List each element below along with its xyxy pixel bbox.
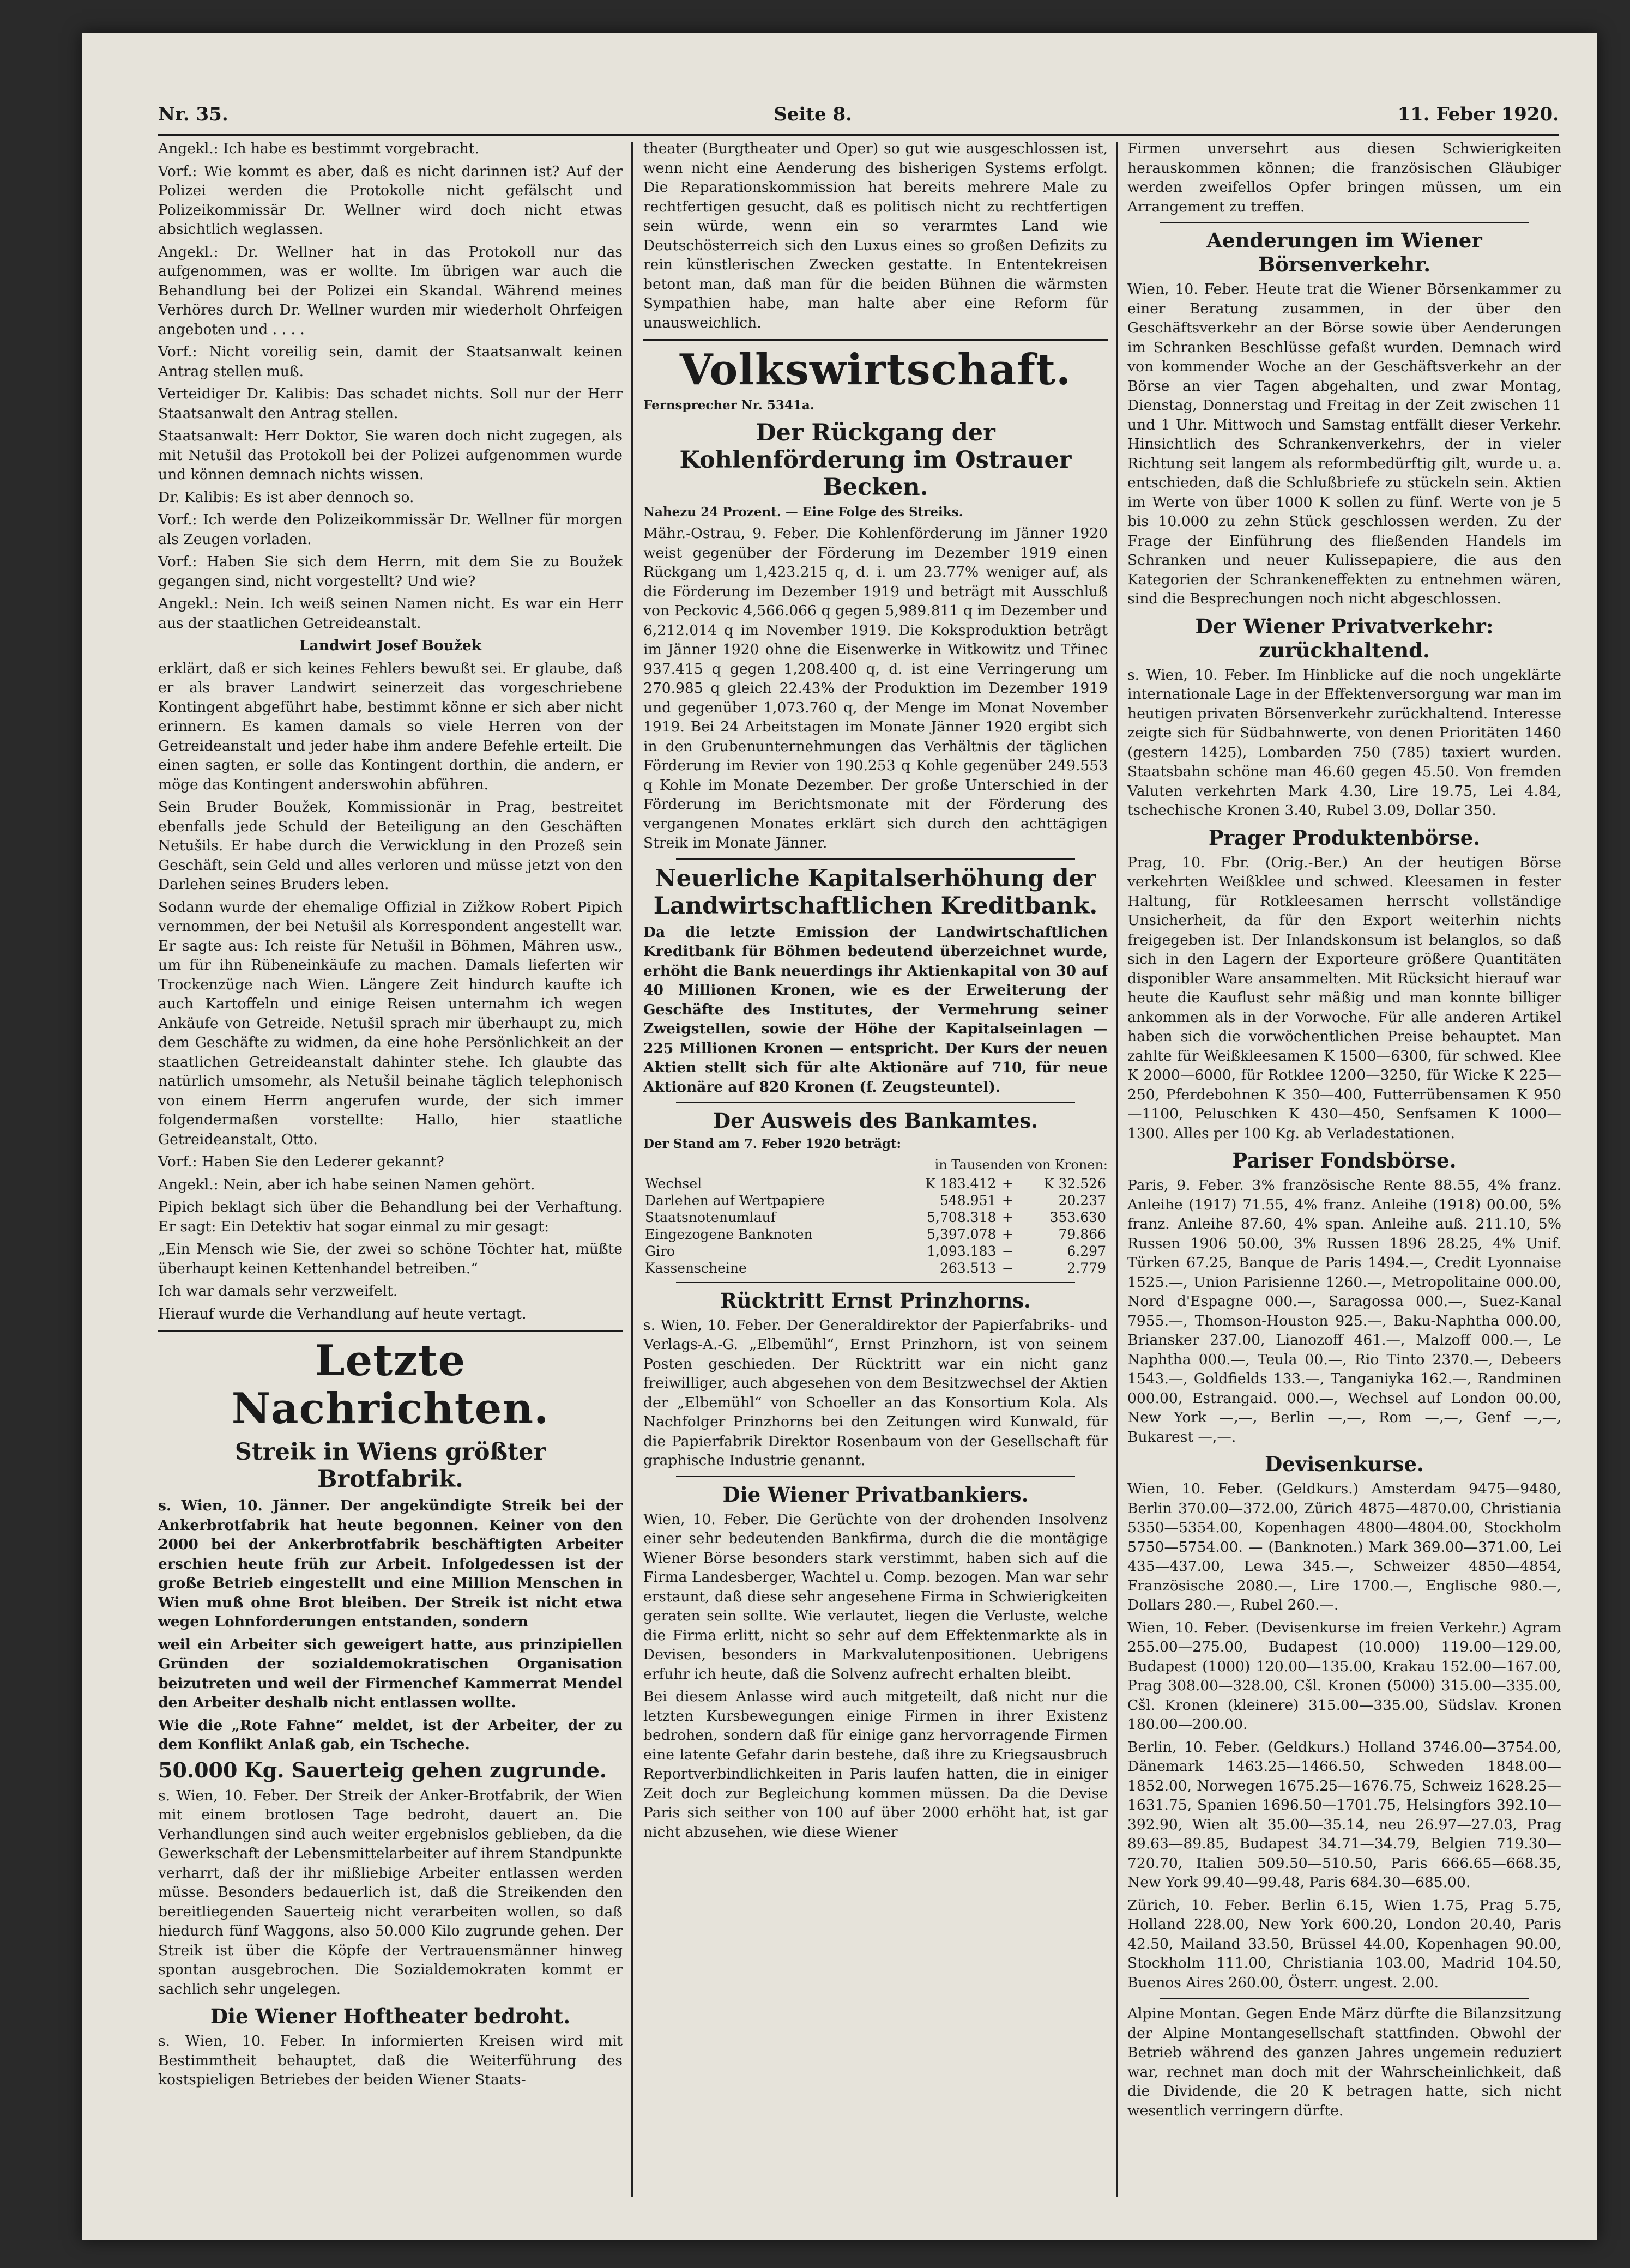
paragraph: Alpine Montan. Gegen Ende März dürfte die Bilanzsitzung der Alpine Montangesellschaft stattfinden. Obwohl der Betrieb während des ganzen Jahres ungemein reduziert war, rechnet man doch mit der Wahrscheinlichkeit, daß die Dividende, die 20 K betragen hatte, sich nicht wesentlich verringern dürfte. [1127,2005,1561,2119]
paragraph: Da die letzte Emission der Landwirtschaftlichen Kreditbank für Böhmen bedeutend überzeichnet wurde, erhöht die Bank neuerdings ihr Aktienkapital von 30 auf 40 Millionen Kronen, wie es der Erweiterung der Geschäfte des Institutes, der Vermehrung seiner Zweigstellen, sowie der Höhe der Kapitalseinlagen — 225 Millionen Kronen — entspricht. Der Kurs der neuen Aktien stellt sich für alte Aktionäre auf 710, für neue Aktionäre auf 820 Kronen (f. Zeugsteuntel). [643,923,1108,1096]
table-cell-label: Wechsel [645,1175,702,1192]
table-unit: in Tausenden von Kronen: [934,1157,1108,1172]
table-row [643,1175,1108,1192]
column-rule [631,142,633,2197]
page-header [158,95,1559,136]
article-title-privatbankiers: Die Wiener Privatbankiers. [722,1482,1029,1507]
paragraph: erklärt, daß er sich keines Fehlers bewußt sei. Er glaube, daß er als braver Landwirt seinerzeit das vorgeschriebene Kontingent abgeführt habe, bestimmt könne er sich aber nicht erinnern. Es kamen damals so viele Herren von der Getreideanstalt und jeder habe ihm andere Befehle erteilt. Die einen sagten, er solle das Kontingent dorthin, die andern, er möge das Kontingent anderswohin abführen. [158,660,623,793]
table-row [643,1243,1108,1260]
hoftheater-continued [643,139,1108,332]
privatbankiers-continued [1127,139,1561,216]
table-cell-value: K 183.412 [925,1175,997,1192]
divider [1160,222,1529,223]
table-cell-sign: − [1001,1260,1013,1276]
table-cell-sign: − [1001,1243,1013,1259]
table-cell-label: Darlehen auf Wertpapiere [645,1192,825,1208]
table-cell-label: Giro [645,1243,675,1259]
column-1 [158,139,623,2205]
paragraph: s. Wien, 10. Jänner. Der angekündigte Streik bei der Ankerbrotfabrik hat heute begonnen. Keiner von den 2000 bei der Ankerbrotfabrik beschäftigten Arbeiter erschien heute früh zur Arbeit. Infolgedessen ist der große Betrieb eingestellt und eine Million Menschen in Wien muß ohne Brot bleiben. Der Streik ist nicht etwa wegen Lohnforderungen entstanden, sondern [158,1497,623,1630]
divider [643,339,1108,341]
table-cell-value: 1,093.183 [927,1243,997,1259]
article-body-alpine-montan [1127,2004,1561,2120]
divider [676,858,1075,860]
article-body-privatverkehr [1127,666,1561,820]
column-2 [643,139,1108,2205]
paragraph: s. Wien, 10. Feber. In informierten Kreisen wird mit Bestimmtheit behauptet, daß die Weiterführung des kostspieligen Betriebes der beiden Wiener Staats- [158,2033,623,2088]
paragraph: weil ein Arbeiter sich geweigert hatte, aus prinzipiellen Gründen der sozialdemokratischen Organisation beizutreten und weil der Firmenchef Kammerrat Mendel den Arbeiter deshalb nicht entlassen wollte. [158,1636,623,1711]
table-cell-value: 263.513 [940,1260,997,1276]
section-heading-latest-news: Letzte Nachrichten. [231,1336,550,1434]
table-cell-sign: + [1001,1226,1013,1242]
article-title-privatverkehr: Der Wiener Privatverkehr: zurückhaltend. [1195,614,1494,662]
table-cell-change: 20.237 [1058,1192,1106,1208]
article-body-boersenverkehr [1127,280,1561,609]
page-number: Seite 8. [774,104,852,125]
table-cell-value: 548.951 [940,1192,997,1208]
paragraph: Dr. Kalibis: Es ist aber dennoch so. [158,488,414,506]
table-cell-sign: + [1001,1192,1013,1208]
table-cell-change: 6.297 [1067,1243,1106,1259]
article-title-sourdough: 50.000 Kg. Sauerteig gehen zugrunde. [158,1757,607,1782]
article-body-coal [643,524,1108,853]
article-body-creditbank [643,923,1108,1097]
trial-report-continued [158,659,623,1324]
paragraph: Wien, 10. Feber. (Devisenkurse im freien Verkehr.) Agram 255.00—275.00, Budapest (10.000) 119.00—129.00, Budapest (1000) 120.00—135.00, Krakau 152.00—167.00, Prag 308.00—328.00, Cšl. Kronen (5000) 315.00—335.00, Cšl. Kronen (kleinere) 315.00—335.00, Südslav. Kronen 180.00—200.00. [1127,1619,1561,1733]
paragraph: s. Wien, 10. Feber. Der Streik der Anker-Brotfabrik, der Wien mit einem brotlosen Tage bedroht, dauert an. Die Verhandlungen sind auch weiter ergebnislos geblieben, da die Gewerkschaft der Lebensmittelarbeiter auf ihrem Standpunkte verharrt, daß der ihr mißliebige Arbeiter entlassen werden müsse. Besonders bedauerlich ist, daß die Streikenden den bereitliegenden Sauerteig nicht verarbeiten wollen, so daß hiedurch fünf Waggons, also 50.000 Kilo zugrunde gehen. Der Streik ist über die Köpfe der Vertrauensmänner hinweg spontan ausgebrochen. Die Sozialdemokraten kommt er sachlich sehr ungelegen. [158,1787,623,1998]
article-title-bank-statement: Der Ausweis des Bankamtes. [713,1109,1038,1133]
issue-date: 11. Feber 1920. [1397,104,1559,125]
article-body-pariser-fondsboerse [1127,1176,1561,1447]
table-cell-change: K 32.526 [1043,1175,1106,1192]
table-cell-value: 5,397.078 [927,1226,997,1242]
paragraph: Wien, 10. Feber. (Geldkurs.) Amsterdam 9475—9480, Berlin 370.00—372.00, Zürich 4875—4870.00, Christiania 5350—5354.00, Kopenhagen 4800—4804.00, Stockholm 5750—5754.00. — (Banknoten.) Mark 369.00—371.00, Lei 435—437.00, Lewa 345.—, Schweizer 4850—4854, Französische 2080.—, Lire 1700.—, Englische 980.—, Dollars 280.—, Rubel 260.—. [1127,1480,1561,1613]
table-row [643,1226,1108,1243]
table-row [643,1192,1108,1209]
paragraph: Berlin, 10. Feber. (Geldkurs.) Holland 3746.00—3754.00, Dänemark 1463.25—1466.50, Schweden 1848.00—1852.00, Norwegen 1675.25—1676.75, Schweiz 1628.25—1631.75, Spanien 1696.50—1701.75, Helsingfors 392.10—392.90, Wien alt 35.00—35.14, neu 26.97—27.03, Prag 89.63—89.85, Budapest 34.71—34.79, Belgien 719.30—720.70, Italien 509.50—510.50, Paris 666.65—668.35, New York 99.40—99.48, Paris 684.30—685.00. [1127,1738,1561,1891]
paragraph: Bei diesem Anlasse wird auch mitgeteilt, daß nicht nur die letzten Kursbewegungen einige Firmen in ihrer Existenz bedrohen, sondern daß für einige ganz hervorragende Firmen eine latente Gefahr darin bestehe, daß ihre zu Kriegsausbruch Reportverbindlichkeiten in Paris laufen hatten, die in einiger Zeit doch zur Begleichung kommen müssen. Da die Devise Paris sich seither von 100 auf über 2000 erhöht hat, ist gar nicht abzusehen, wie diese Wiener [643,1688,1108,1841]
paragraph: Wie die „Rote Fahne“ meldet, ist der Arbeiter, der zu dem Konflikt Anlaß gab, ein Tscheche. [158,1716,623,1753]
paragraph: Vorf.: Ich werde den Polizeikommissär Dr. Wellner für morgen als Zeugen vorladen. [158,511,623,548]
article-title-devisenkurse: Devisenkurse. [1265,1452,1424,1476]
table-cell-value: 5,708.318 [927,1209,997,1225]
paragraph: Mähr.-Ostrau, 9. Feber. Die Kohlenförderung im Jänner 1920 weist gegenüber der Förderung im Dezember 1919 einen Rückgang um 1,423.215 q, d. i. um 23.77% weniger auf, als die Förderung im Dezember 1919 und beträgt mit Ausschluß von Peckovic 4,566.066 q gegen 5,989.811 q im Dezember und 6,212.014 q im November 1919. Die Koksproduktion beträgt im Jänner 1920 ohne die Eisenwerke in Witkowitz und Třinec 937.415 q gegen 1,208.400 q, d. ist eine Verringerung um 270.985 q gleich 22.43% der Produktion im Dezember 1919 und gegenüber 1,073.760 q, der Menge im Monat November 1919. Bei 24 Arbeitstagen im Monate Jänner 1920 ergibt sich in den Grubenunternehmungen das Verhältnis der täglichen Förderung im Revier von 190.253 q Kohle gegenüber 249.553 q Kohle im Monate Dezember. Der große Unterschied in der Förderung im Berichtsmonate mit der Förderung des vergangenen Monates erklärt sich durch den achttägigen Streik im Monate Jänner. [643,525,1108,851]
article-title-strike: Streik in Wiens größter Brotfabrik. [234,1438,546,1493]
article-title-creditbank: Neuerliche Kapitalserhöhung der Landwirtschaftlichen Kreditbank. [653,864,1098,920]
article-body-privatbankiers [643,1510,1108,1842]
paragraph: Firmen unversehrt aus diesen Schwierigkeiten herauskommen können; die französischen Gläubiger werden zweifellos Opfer bringen müssen, um ein Arrangement zu treffen. [1127,140,1561,215]
paragraph: Verteidiger Dr. Kalibis: Das schadet nichts. Soll nur der Herr Staatsanwalt den Antrag stellen. [158,385,623,422]
article-title-produktenboerse: Prager Produktenbörse. [1208,825,1481,850]
paragraph: Prag, 10. Fbr. (Orig.-Ber.) An der heutigen Börse verkehrten Weißklee und schwed. Kleesamen in fester Haltung, für Rotkleesamen herrscht vollständige Unsicherheit, da für den Export weiterhin nichts freigegeben ist. Der Inlandskonsum ist belanglos, so daß sich in den Lagern der Exporteure größere Quantitäten disponibler Ware ansammelten. Mit Rücksicht hierauf war heute die Kauflust sehr mäßig und man konnte billiger ankommen als in der Vorwoche. Für alle anderen Artikel haben sich die vorwöchentlichen Preise behauptet. Man zahlte für Weißkleesamen K 1500—6300, für schwed. Klee K 2000—6000, für Rotklee 1200—3250, für Wicke K 225—250, Pferdebohnen K 350—400, Futterrübensamen K 950—1100, Peluschken K 430—450, Senfsamen K 1000—1300. Alles per 100 Kg. ab Verladestationen. [1127,854,1561,1142]
article-body-devisenkurse [1127,1479,1561,1992]
table-cell-change: 79.866 [1058,1226,1106,1242]
section-heading-economy: Volkswirtschaft. [679,345,1072,395]
article-body-produktenboerse [1127,853,1561,1144]
newspaper-page [82,33,1597,2240]
divider [676,1102,1075,1103]
paragraph: Zürich, 10. Feber. Berlin 6.15, Wien 1.75, Prag 5.75, Holland 228.00, New York 600.20, London 20.40, Paris 42.50, Mailand 33.50, Brüssel 44.00, Kopenhagen 90.00, Stockholm 111.00, Christiania 103.00, Madrid 104.50, Buenos Aires 260.00, Österr. ungest. 2.00. [1127,1896,1561,1991]
article-subtitle-bank-statement: Der Stand am 7. Feber 1920 beträgt: [643,1136,902,1151]
table-cell-sign: + [1001,1175,1013,1192]
paragraph: Vorf.: Haben Sie sich dem Herrn, mit dem Sie zu Boužek gegangen sind, nicht vorgestellt? Und wie? [158,553,623,590]
paragraph: Angekl.: Dr. Wellner hat in das Protokoll nur das aufgenommen, was er wollte. Im übrigen war auch die Behandlung bei der Polizei ein Skandal. Während meines Verhöres durch Dr. Wellner wurden mir wiederholt Ohrfeigen angeboten und . . . . [158,243,623,338]
paragraph: Angekl.: Ich habe es bestimmt vorgebracht. [158,140,479,157]
divider [676,1476,1075,1477]
table-row [643,1260,1108,1277]
article-title-coal: Der Rückgang der Kohlenförderung im Ostrauer Becken. [679,419,1072,501]
article-body-prinzhorn [643,1316,1108,1471]
paragraph: Vorf.: Nicht voreilig sein, damit der Staatsanwalt keinen Antrag stellen muß. [158,343,623,380]
divider [676,1282,1075,1283]
article-subtitle-coal: Nahezu 24 Prozent. — Eine Folge des Streiks. [643,505,963,519]
article-title-pariser-fondsboerse: Pariser Fondsbörse. [1232,1148,1457,1172]
table-cell-change: 353.630 [1049,1209,1106,1225]
table-cell-label: Kassenscheine [645,1260,747,1276]
article-body-hoftheater [158,2031,623,2090]
article-title-hoftheater: Die Wiener Hoftheater bedroht. [210,2004,571,2028]
paragraph: s. Wien, 10. Feber. Im Hinblicke auf die noch ungeklärte internationale Lage in der Effektenversorgung war man im heutigen privaten Börsenverkehr zurückhaltend. Interesse zeigte sich für Südbahnwerte, von denen Prioritäten 1460 (gestern 1425), Lombarden 750 (785) taxiert wurden. Staatsbahn schöne man 46.60 gegen 45.50. Von fremden Valuten verkehrten Mark 4.30, Lire 19.75, Lei 4.84, tschechische Kronen 3.40, Rubel 3.09, Dollar 350. [1127,666,1561,819]
paragraph: Angekl.: Nein, aber ich habe seinen Namen gehört. [158,1176,535,1193]
table-row [643,1209,1108,1226]
table-cell-sign: + [1001,1209,1013,1225]
paragraph: Sodann wurde der ehemalige Offizial in Zižkow Robert Pipich vernommen, der bei Netušil als Korrespondent angestellt war. Er sagte aus: Ich reiste für Netušil in Böhmen, Mähren usw., um für ihn Rübeneinkäufe zu machen. Damals lieferten wir Trockenzüge nach Wien. Längere Zeit hindurch kaufte ich auch Kartoffeln und einige Reisen unternahm ich wegen Ankäufe von Getreide. Netušil sprach mir überhaupt zu, mich dem Geschäfte zu widmen, da eine hohe Persönlichkeit an der staatlichen Getreideanstalt dahinter stehe. Ich glaubte das natürlich umsomehr, als Netušil beinahe täglich telephonisch von einem Herrn angerufen wurde, der sich immer folgendermaßen vorstellte: Hallo, hier staatliche Getreideanstalt, Otto. [158,898,623,1148]
trial-report [158,139,623,633]
article-body-strike [158,1496,623,1755]
column-rule [1116,142,1118,2197]
article-title-boersenverkehr: Aenderungen im Wiener Börsenverkehr. [1206,228,1482,276]
article-body-sourdough [158,1786,623,1999]
paragraph: Staatsanwalt: Herr Doktor, Sie waren doch nicht zugegen, als mit Netušil das Protokoll bei der Polizei aufgenommen wurde und können demnach nichts wissen. [158,427,623,483]
paragraph: Sein Bruder Boužek, Kommissionär in Prag, bestreitet ebenfalls jede Schuld der Beteiligung an den Geschäften Netušils. Er habe durch die Verwicklung in den Prozeß sein Geschäft, sein Geld und alles verloren und müsse jetzt von den Darlehen seines Bruders leben. [158,799,623,893]
article-title-prinzhorn: Rücktritt Ernst Prinzhorns. [720,1288,1031,1313]
witness-heading: Landwirt Josef Boužek [299,637,482,654]
issue-number: Nr. 35. [158,104,228,125]
column-3 [1127,139,1561,2205]
section-phone: Fernsprecher Nr. 5341a. [643,398,814,413]
paragraph: Angekl.: Nein. Ich weiß seinen Namen nicht. Es war ein Herr aus der staatlichen Getreideanstalt. [158,595,623,632]
paragraph: Ich war damals sehr verzweifelt. [158,1283,398,1299]
table-cell-label: Eingezogene Banknoten [645,1226,813,1242]
paragraph: theater (Burgtheater und Oper) so gut wie ausgeschlossen ist, wenn nicht eine Aenderung des bisherigen Systems erfolgt. Die Reparationskommission hat bereits mehrere Male zu rechtfertigen gesucht, daß es politisch nicht zu rechtfertigen sein würde, wenn ein so verarmtes Land wie Deutschösterreich sich den Luxus eines so großen Defizits zu rein künstlerischen Zwecken gestatte. In Ententekreisen betont man, daß man für die beiden Bühnen die wärmsten Sympathien habe, man halte aber eine Reform für unausweichlich. [643,140,1108,331]
paragraph: Vorf.: Haben Sie den Lederer gekannt? [158,1153,444,1170]
paragraph: Wien, 10. Feber. Die Gerüchte von der drohenden Insolvenz einer sehr bedeutenden Bankfirma, durch die die montägige Wiener Börse besonders stark verstimmt, haben sich auf die Firma Landesberger, Wachtel u. Comp. bezogen. Man war sehr erstaunt, daß diese sehr angesehene Firma in Schwierigkeiten geraten sein sollte. Wie verlautet, liegen die Verluste, welche die Firma erlitt, nicht so sehr auf dem Effektenmarkte als in Devisen, besonders in Markvalutenpositionen. Uebrigens erfuhr ich heute, daß die Solvenz aufrecht erhalten bleibt. [643,1510,1108,1683]
table-cell-label: Staatsnotenumlauf [645,1209,776,1225]
table-cell-change: 2.779 [1067,1260,1106,1276]
paragraph: „Ein Mensch wie Sie, der zwei so schöne Töchter hat, müßte überhaupt keinen Kettenhandel betreiben.“ [158,1241,623,1277]
bank-statement-table [643,1175,1108,1277]
paragraph: Vorf.: Wie kommt es aber, daß es nicht darinnen ist? Auf der Polizei werden die Protokolle nicht gefälscht und Polizeikommissär Dr. Wellner wird doch nicht etwas absichtlich weglassen. [158,162,623,238]
paragraph: Paris, 9. Feber. 3% französische Rente 88.55, 4% franz. Anleihe (1917) 71.55, 4% franz. Anleihe (1918) 00.00, 5% franz. Anleihe 87.60, 4% span. Anleihe auß. 211.10, 5% Russen 1906 50.00, 3% Russen 1896 28.25, 4% Unif. Türken 67.25, Banque de Paris 1494.—, Credit Lyonnaise 1525.—, Union Parisienne 1260.—, Metropolitaine 000.00, Nord d'Espagne 000.—, Saragossa 000.—, Suez-Kanal 7955.—, Thomson-Houston 925.—, Baku-Naphtha 000.00, Briansker 237.00, Lianozoff 461.—, Malzoff 000.—, Le Naphtha 000.—, Teula 00.—, Rio Tinto 2370.—, Debeers 1543.—, Goldfields 133.—, Tanganiyka 162.—, Randminen 000.00, Estrangaid. 000.—, Wechsel auf London 00.00, New York —,—, Berlin —,—, Rom —,—, Genf —,—, Bukarest —,—. [1127,1177,1561,1446]
paragraph: Wien, 10. Feber. Heute trat die Wiener Börsenkammer zu einer Beratung zusammen, in der über den Geschäftsverkehr an der Börse sowie über Aenderungen im Schranken Beschlüsse gefaßt wurden. Demnach wird von kommender Woche an der Geschäftsverkehr an der Börse an vier Tagen abgehalten, und zwar Montag, Dienstag, Donnerstag und Freitag in der Zeit zwischen 11 und 1 Uhr. Mittwoch und Samstag entfällt dieser Verkehr. Hinsichtlich des Schrankenverkehrs, der in vieler Richtung seit langem als reformbedürftig gilt, wurde u. a. entschieden, daß die Schlußbriefe zu stückeln sein. Aktien im Werte von über 1000 K sollen zu fünf. Werte von je 5 bis 10.000 zu zehn Stück geschlossen werden. Zu der Frage der Einführung des fließenden Handels im Schranken und neuer Kulissepapiere, die aus den Kategorien der Schrankeneffekten zu entnehmen wären, sind die Besprechungen noch nicht abgeschlossen. [1127,281,1561,607]
divider [158,1330,623,1332]
paragraph: Pipich beklagt sich über die Behandlung bei der Verhaftung. Er sagt: Ein Detektiv hat sogar einmal zu mir gesagt: [158,1199,623,1235]
paragraph: Hierauf wurde die Verhandlung auf heute vertagt. [158,1305,527,1322]
divider [1160,1998,1529,1999]
paragraph: s. Wien, 10. Feber. Der Generaldirektor der Papierfabriks- und Verlags-A.-G. „Elbemühl“, Ernst Prinzhorn, ist von seinem Posten geschieden. Der Rücktritt war ein nicht ganz freiwilliger, auch abgesehen von dem Besitzwechsel der Aktien der „Elbemühl“ von Schoeller an das Konsortium Kola. Als Nachfolger Prinzhorns bei den Zeitungen wird Kunwald, für die Papierfabrik Direktor Rosenbaum von der Gesellschaft für graphische Industrie genannt. [643,1316,1108,1469]
